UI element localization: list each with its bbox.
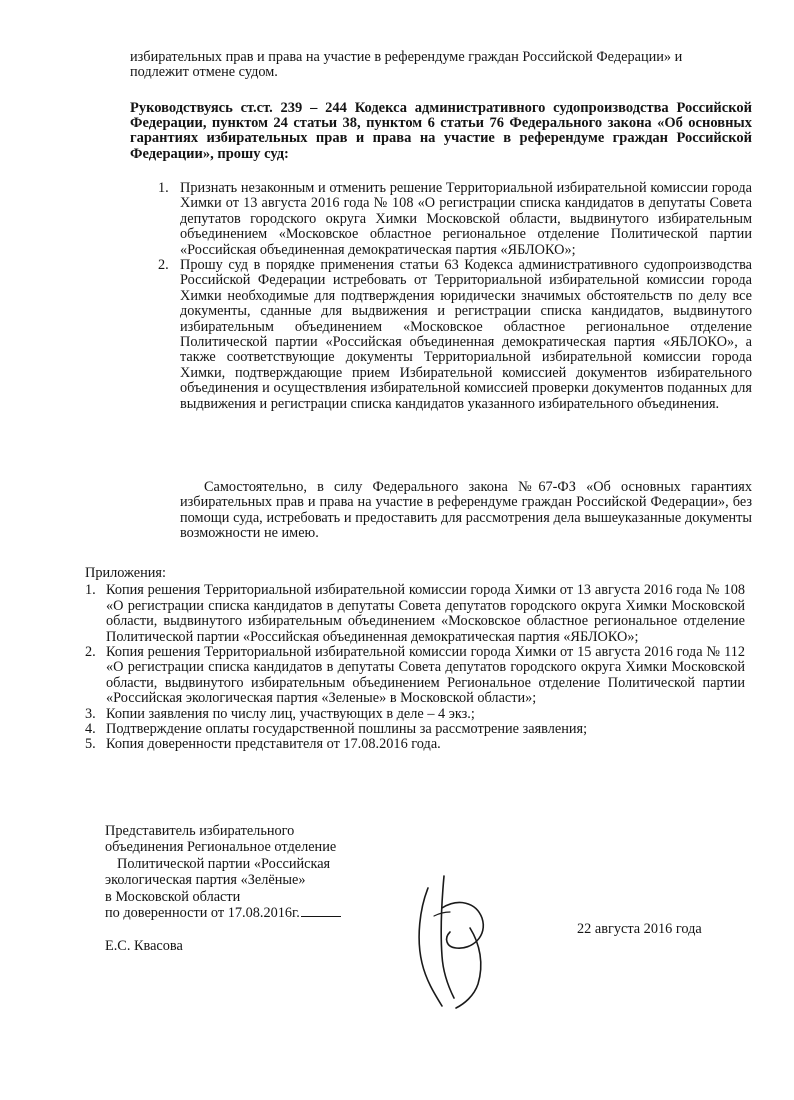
attachment-text: Подтверждение оплаты государственной пошлины за рассмотрение заявления;	[106, 721, 588, 738]
request-number: 1.	[158, 180, 169, 196]
representative-line-1: Представитель избирательного	[105, 823, 295, 839]
representative-line-4: экологическая партия «Зелёные»	[105, 872, 306, 889]
representative-line-2: объединения Региональное отделение	[105, 839, 337, 856]
attachment-number: 5.	[85, 736, 96, 753]
independent-paragraph	[180, 480, 752, 542]
intro-line-2: подлежит отмене судом.	[130, 64, 278, 81]
attachment-number: 1.	[85, 582, 96, 599]
independent-text: Самостоятельно, в силу Федерального закона №67-ФЗ «Об основных гарантиях избирательных прав и права на участие в референдуме граждан Российской Федерации», без помощи суда, истребовать и предоставить для рассмотрения дела вышеуказанные документы возможности не имею.	[180, 479, 752, 542]
representative-line-5: в Московской области	[105, 888, 241, 905]
guiding-paragraph	[130, 101, 752, 162]
handwritten-signature	[398, 868, 508, 1018]
attachment-item-2	[85, 645, 745, 707]
attachment-number: 3.	[85, 705, 96, 722]
request-item-1	[158, 181, 752, 258]
attachment-text: Копия решения Территориальной избирательной комиссии города Химки от 15 августа 2016 года № 112 «О регистрации списка кандидатов в депутаты Совета депутатов городского округа Химки Московской области, выдвинутого избирательным объединением Региональное отделение Политической партии «Российская экологическая партия «Зеленые» в Московской области»;	[106, 644, 745, 707]
signer-name: Е.С. Квасова	[105, 938, 183, 954]
intro-line-1: избирательных прав и права на участие в референдуме граждан Российской Федерации» и	[130, 49, 683, 65]
attachment-text: Копия доверенности представителя от 17.08.2016 года.	[106, 736, 441, 753]
attachment-item-5	[85, 737, 745, 752]
request-text: Прошу суд в порядке применения статьи 63 Кодекса административного судопроизводства Российской Федерации истребовать от Территориальной избирательной комиссии города Химки необходимые для подтверждения юридически значимых обстоятельств по делу все документы, сданные для выдвижения и регистрации списка кандидатов, выдвинутого избирательным объединением «Московское областное региональное отделение Политической партии «Российская объединенная демократическая партия «ЯБЛОКО», а также соответствующие документы Территориальной избирательной комиссии города Химки, подтверждающие прием Избирательной комиссией документов избирательного объединения и осуществления избирательной комиссией проверки документов поданных для выдвижения и регистрации списка кандидатов указанного избирательного объединения.	[180, 257, 752, 412]
intro-paragraph	[130, 50, 760, 81]
request-text: Признать незаконным и отменить решение Территориальной избирательной комиссии города Химки от 13 августа 2016 года № 108 «О регистрации списка кандидатов в депутаты Совета депутатов городского округа Химки Московской области, выдвинутого избирательным объединением «Московское областное региональное отделение Политической партии «Российская объединенная демократическая партия «ЯБЛОКО»;	[180, 180, 752, 258]
representative-line-3: Политической партии «Российская	[117, 855, 331, 872]
attachment-text: Копия решения Территориальной избирательной комиссии города Химки от 13 августа 2016 года № 108 «О регистрации списка кандидатов в депутаты Совета депутатов городского округа Химки Московской области, выдвинутого избирательным объединением «Московское областное региональное отделение Политической партии «Российская объединенная демократическая партия «ЯБЛОКО»;	[106, 582, 745, 645]
representative-power-of-attorney: по доверенности от 17.08.2016г.	[105, 905, 300, 922]
signature-underline	[301, 915, 341, 917]
requests-list	[158, 181, 752, 412]
attachments-section	[85, 566, 745, 753]
attachment-number: 2.	[85, 644, 96, 661]
request-item-2	[158, 258, 752, 412]
attachment-item-4	[85, 722, 745, 737]
attachment-number: 4.	[85, 721, 96, 738]
attachment-item-3	[85, 707, 745, 722]
representative-block	[105, 823, 395, 921]
request-number: 2.	[158, 257, 169, 274]
document-date: 22 августа 2016 года	[577, 921, 702, 937]
representative-line-6	[105, 905, 395, 921]
attachments-heading: Приложения:	[85, 565, 166, 581]
attachment-text: Копии заявления по числу лиц, участвующих в деле – 4 экз.;	[106, 705, 475, 722]
attachment-item-1	[85, 583, 745, 645]
guiding-text: Руководствуясь ст.ст. 239 – 244 Кодекса административного судопроизводства Российской Федерации, пунктом 24 статьи 38, пунктом 6 статьи 76 Федерального закона «Об основных гарантиях избирательных прав и права на участие в референдуме граждан Российской Федерации», прошу суд:	[130, 100, 752, 162]
